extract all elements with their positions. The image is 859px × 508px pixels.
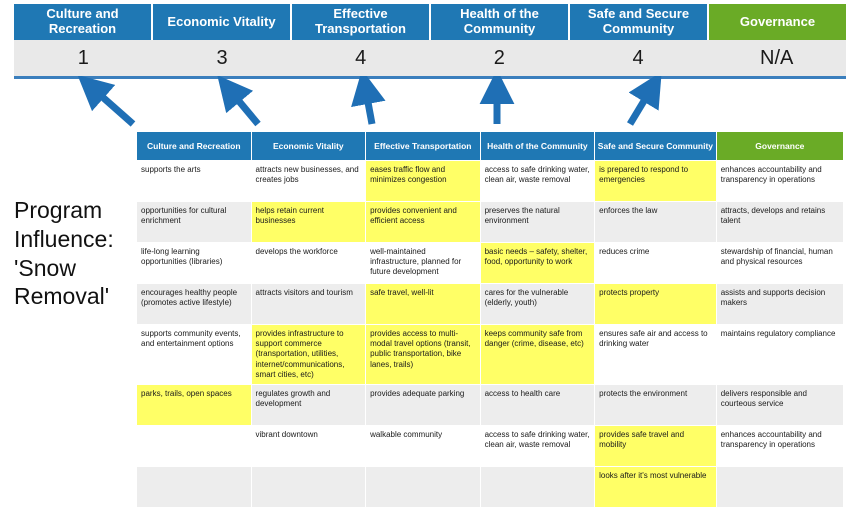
matrix-row xyxy=(137,161,844,202)
matrix-cell: is prepared to respond to emergencies xyxy=(595,161,717,202)
matrix-cell xyxy=(366,467,481,508)
matrix-body xyxy=(137,161,844,508)
score-value-culture-and-recreation: 1 xyxy=(77,46,89,69)
matrix-cell: cares for the vulnerable (elderly, youth) xyxy=(480,284,595,325)
matrix-row xyxy=(137,325,844,385)
matrix-row xyxy=(137,426,844,467)
matrix-cell: encourages healthy people (promotes active lifestyle) xyxy=(137,284,252,325)
caption-line-2: Influence: xyxy=(14,225,114,252)
matrix-header-effective-transportation: Effective Transportation xyxy=(366,132,481,161)
matrix-cell: enhances accountability and transparency in operations xyxy=(716,161,843,202)
matrix-cell xyxy=(137,467,252,508)
matrix-row xyxy=(137,243,844,284)
program-influence-caption xyxy=(14,196,134,311)
matrix-row xyxy=(137,284,844,325)
matrix-cell: assists and supports decision makers xyxy=(716,284,843,325)
score-value-safe-and-secure-community: 4 xyxy=(632,46,644,69)
matrix-cell: attracts visitors and tourism xyxy=(251,284,366,325)
matrix-cell: stewardship of financial, human and physical resources xyxy=(716,243,843,284)
matrix-row xyxy=(137,385,844,426)
matrix-cell: delivers responsible and courteous service xyxy=(716,385,843,426)
scorecard-score-band xyxy=(14,40,846,79)
matrix-cell: enforces the law xyxy=(595,202,717,243)
matrix-cell: attracts, develops and retains talent xyxy=(716,202,843,243)
matrix-header-safe-and-secure-community: Safe and Secure Community xyxy=(595,132,717,161)
scorecard-header-cell-health-of-the-community: Health of the Community xyxy=(431,4,570,40)
scorecard-header-cell-safe-and-secure-community: Safe and Secure Community xyxy=(570,4,709,40)
matrix-cell: ensures safe air and access to drinking water xyxy=(595,325,717,385)
score-value-health-of-the-community: 2 xyxy=(493,46,505,69)
caption-line-4: Removal' xyxy=(14,283,110,310)
matrix-cell: vibrant downtown xyxy=(251,426,366,467)
matrix-header-row xyxy=(137,132,844,161)
matrix-cell: provides access to multi-modal travel options (transit, public transportation, bike lanes, trails) xyxy=(366,325,481,385)
scorecard-header-band xyxy=(14,4,846,40)
matrix-cell: preserves the natural environment xyxy=(480,202,595,243)
matrix-cell: enhances accountability and transparency in operations xyxy=(716,426,843,467)
matrix-cell: access to safe drinking water, clean air, waste removal xyxy=(480,426,595,467)
matrix-cell: well-maintained infrastructure, planned for future development xyxy=(366,243,481,284)
matrix-cell: supports community events, and entertainment options xyxy=(137,325,252,385)
matrix-row xyxy=(137,202,844,243)
matrix-cell: maintains regulatory compliance xyxy=(716,325,843,385)
matrix-cell: access to safe drinking water, clean air, waste removal xyxy=(480,161,595,202)
matrix-cell: helps retain current businesses xyxy=(251,202,366,243)
matrix-cell: provides adequate parking xyxy=(366,385,481,426)
arrow-economic-vitality-icon xyxy=(228,88,258,124)
matrix-cell: parks, trails, open spaces xyxy=(137,385,252,426)
matrix-header-governance: Governance xyxy=(716,132,843,161)
matrix-cell: life-long learning opportunities (libraries) xyxy=(137,243,252,284)
caption-line-1: Program xyxy=(14,197,103,223)
matrix-cell: reduces crime xyxy=(595,243,717,284)
arrow-group xyxy=(0,76,859,132)
matrix-cell: provides safe travel and mobility xyxy=(595,426,717,467)
matrix-cell: opportunities for cultural enrichment xyxy=(137,202,252,243)
matrix-cell: provides infrastructure to support commerce (transportation, utilities, internet/communications, smart cities, etc) xyxy=(251,325,366,385)
arrow-safe-and-secure-community-icon xyxy=(630,86,653,124)
matrix-cell: attracts new businesses, and creates jobs xyxy=(251,161,366,202)
matrix-cell: supports the arts xyxy=(137,161,252,202)
matrix-header-economic-vitality: Economic Vitality xyxy=(251,132,366,161)
matrix-cell: eases traffic flow and minimizes congestion xyxy=(366,161,481,202)
arrow-effective-transportation-icon xyxy=(365,86,372,124)
matrix-cell: provides convenient and efficient access xyxy=(366,202,481,243)
score-value-effective-transportation: 4 xyxy=(355,46,367,69)
scorecard-header-cell-economic-vitality: Economic Vitality xyxy=(153,4,292,40)
matrix-cell: protects property xyxy=(595,284,717,325)
matrix-cell xyxy=(251,467,366,508)
matrix-cell: keeps community safe from danger (crime, disease, etc) xyxy=(480,325,595,385)
program-influence-matrix xyxy=(136,131,844,508)
scorecard-header-cell-governance: Governance xyxy=(709,4,846,40)
matrix-cell: safe travel, well-lit xyxy=(366,284,481,325)
score-value-economic-vitality: 3 xyxy=(216,46,228,69)
arrow-culture-and-recreation-icon xyxy=(90,86,133,124)
matrix-cell: access to health care xyxy=(480,385,595,426)
matrix-cell xyxy=(480,467,595,508)
matrix-cell: develops the workforce xyxy=(251,243,366,284)
matrix-cell: looks after it's most vulnerable xyxy=(595,467,717,508)
score-value-governance: N/A xyxy=(760,46,794,69)
matrix-cell: protects the environment xyxy=(595,385,717,426)
matrix-header-health-of-the-community: Health of the Community xyxy=(480,132,595,161)
matrix-row xyxy=(137,467,844,508)
matrix-cell: walkable community xyxy=(366,426,481,467)
matrix-cell: basic needs – safety, shelter, food, opportunity to work xyxy=(480,243,595,284)
scorecard-header-cell-effective-transportation: Effective Transportation xyxy=(292,4,431,40)
matrix-cell xyxy=(137,426,252,467)
caption-line-3: 'Snow xyxy=(14,254,76,281)
matrix-cell: regulates growth and development xyxy=(251,385,366,426)
scorecard-header-cell-culture-and-recreation: Culture and Recreation xyxy=(14,4,153,40)
matrix-header-culture-and-recreation: Culture and Recreation xyxy=(137,132,252,161)
matrix-cell xyxy=(716,467,843,508)
